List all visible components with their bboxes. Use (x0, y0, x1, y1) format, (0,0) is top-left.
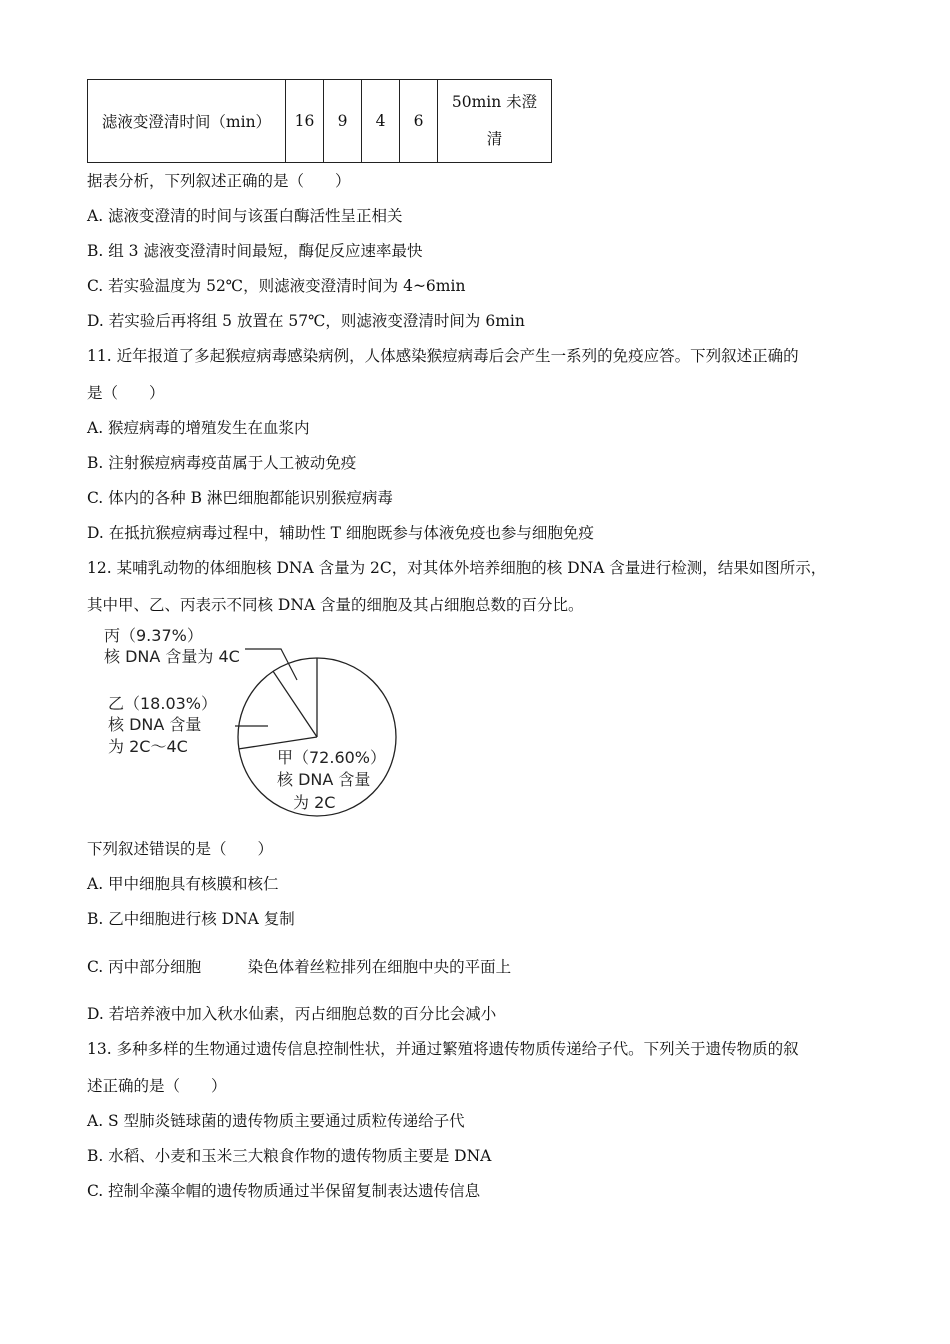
pie-chart (95, 622, 415, 822)
q12-stem-line2: 其中甲、乙、丙表示不同核 DNA 含量的细胞及其占细胞总数的百分比。 (87, 596, 584, 614)
pie-divider-bing-yi (273, 671, 317, 737)
q12-option-c: C. 丙中部分细胞 染色体着丝粒排列在细胞中央的平面上 (87, 958, 512, 976)
table-cell-line: 50min 未澄 (451, 93, 538, 111)
q12-option-d: D. 若培养液中加入秋水仙素，丙占细胞总数的百分比会减小 (87, 1005, 497, 1023)
bing-label-content: 核 DNA 含量为 4C (104, 647, 240, 666)
table-cell: 4 (362, 80, 400, 163)
q10-stem: 据表分析，下列叙述正确的是（ ） (87, 172, 351, 190)
yi-label-content-2: 为 2C～4C (108, 737, 188, 756)
table-cell-line: 清 (486, 130, 503, 148)
yi-label: 乙（18.03%） (108, 694, 218, 713)
table-cell: 6 (400, 80, 438, 163)
bing-leader-line (245, 649, 297, 680)
table-cell: 16 (286, 80, 324, 163)
bing-label: 丙（9.37%） (104, 626, 203, 645)
q13-option-c: C. 控制伞藻伞帽的遗传物质通过半保留复制表达遗传信息 (87, 1182, 481, 1200)
q10-option-a: A. 滤液变澄清的时间与该蛋白酶活性呈正相关 (87, 207, 403, 225)
yi-label-content: 核 DNA 含量 (108, 715, 202, 734)
q11-stem-line2: 是（ ） (87, 384, 165, 402)
q13-option-b: B. 水稻、小麦和玉米三大粮食作物的遗传物质主要是 DNA (87, 1147, 492, 1165)
q11-option-d: D. 在抵抗猴痘病毒过程中，辅助性 T 细胞既参与体液免疫也参与细胞免疫 (87, 524, 594, 542)
table-row-label: 滤液变澄清时间（min） (88, 80, 286, 163)
q13-stem-line1: 13. 多种多样的生物通过遗传信息控制性状，并通过繁殖将遗传物质传递给子代。下列关于遗传物质的叙 (87, 1040, 799, 1058)
q12-stem-line1: 12. 某哺乳动物的体细胞核 DNA 含量为 2C，对其体外培养细胞的核 DNA 含量进行检测，结果如图所示， (87, 559, 827, 577)
q13-stem-line2: 述正确的是（ ） (87, 1077, 227, 1095)
q11-option-a: A. 猴痘病毒的增殖发生在血浆内 (87, 419, 310, 437)
q11-option-c: C. 体内的各种 B 淋巴细胞都能识别猴痘病毒 (87, 489, 393, 507)
jia-label: 甲（72.60%） (277, 748, 387, 767)
table-row (88, 80, 552, 163)
jia-label-content: 核 DNA 含量 (277, 770, 371, 789)
q10-option-d: D. 若实验后再将组 5 放置在 57℃，则滤液变澄清时间为 6min (87, 312, 525, 330)
q12-question: 下列叙述错误的是（ ） (87, 840, 274, 858)
q12-option-a: A. 甲中细胞具有核膜和核仁 (87, 875, 279, 893)
q13-option-a: A. S 型肺炎链球菌的遗传物质主要通过质粒传递给子代 (87, 1112, 465, 1130)
table-cell: 9 (324, 80, 362, 163)
q10-option-b: B. 组 3 滤液变澄清时间最短，酶促反应速率最快 (87, 242, 423, 260)
q11-option-b: B. 注射猴痘病毒疫苗属于人工被动免疫 (87, 454, 357, 472)
experiment-table (87, 79, 552, 163)
q12-option-b: B. 乙中细胞进行核 DNA 复制 (87, 910, 295, 928)
table-cell (438, 80, 552, 163)
q10-option-c: C. 若实验温度为 52℃，则滤液变澄清时间为 4~6min (87, 277, 466, 295)
q11-stem-line1: 11. 近年报道了多起猴痘病毒感染病例，人体感染猴痘病毒后会产生一系列的免疫应答。下列叙述正确的 (87, 347, 799, 365)
jia-label-content-2: 为 2C (293, 793, 336, 812)
